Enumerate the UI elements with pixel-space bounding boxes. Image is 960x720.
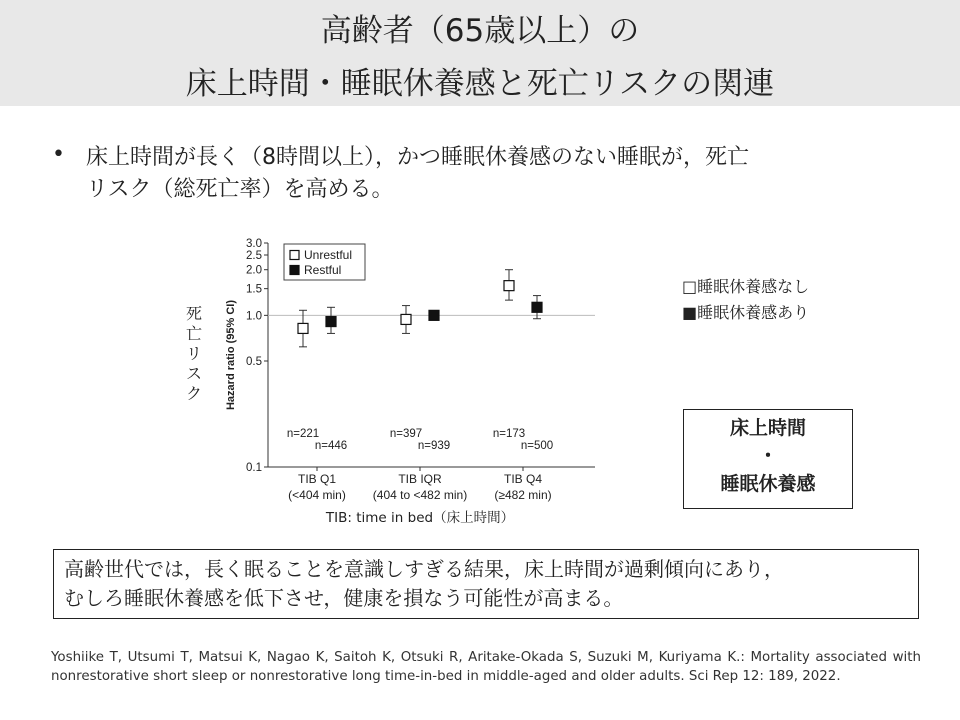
x-category-label: TIB Q4 (503, 472, 543, 486)
legend-label-unrestful: Unrestful (304, 248, 353, 262)
y-tick-label: 2.5 (246, 250, 262, 263)
x-category-label: TIB Q1 (297, 472, 337, 486)
side-label-char: ク (185, 384, 203, 403)
y-tick-label: 1.0 (246, 310, 262, 323)
x-category-label: TIB IQR (398, 472, 442, 486)
side-label-char: ス (185, 364, 203, 383)
side-label-char: 死 (185, 304, 203, 323)
side-label-char: 亡 (185, 324, 203, 343)
y-axis-title: Hazard ratio (95% CI) (225, 299, 237, 411)
data-point-restful (326, 317, 336, 327)
x-category-sublabel: (≥482 min) (494, 488, 552, 502)
side-legend-unrestful: □睡眠休養感なし (682, 277, 810, 296)
x-category-sublabel: (<404 min) (288, 488, 346, 502)
n-label: n=397 (389, 428, 423, 440)
data-point-unrestful (401, 314, 411, 324)
factor-box-line-2: ・ (758, 445, 778, 467)
bullet-marker: • (52, 142, 65, 167)
conclusion-line-1: 高齢世代では，長く眠ることを意識しすぎる結果，床上時間が過剰傾向にあり， (64, 557, 784, 581)
chart-caption: TIB: time in bed（床上時間） (325, 510, 515, 526)
forest-plot-chart (180, 235, 600, 535)
factor-box (683, 409, 853, 509)
legend-label-restful: Restful (304, 263, 342, 277)
legend-marker-restful (290, 266, 299, 275)
n-label: n=939 (417, 440, 451, 452)
n-label: n=221 (286, 428, 320, 440)
n-label: n=446 (314, 440, 348, 452)
y-tick-label: 0.1 (246, 462, 262, 474)
x-category-sublabel: (404 to <482 min) (372, 488, 468, 502)
page-title-line-1: 高齢者（65歳以上）の (320, 13, 640, 49)
y-tick-label: 1.5 (246, 283, 262, 296)
y-tick-label: 2.0 (246, 264, 262, 277)
bullet-text-line-2: リスク（総死亡率）を高める。 (86, 177, 394, 202)
conclusion-box (53, 549, 919, 619)
y-tick-label: 0.5 (246, 356, 262, 369)
n-label: n=500 (520, 440, 554, 452)
factor-box-line-3: 睡眠休養感 (720, 473, 816, 495)
data-point-unrestful (298, 323, 308, 333)
conclusion-line-2: むしろ睡眠休養感を低下させ，健康を損なう可能性が高まる。 (64, 586, 624, 610)
n-label: n=173 (492, 428, 526, 440)
legend-marker-unrestful (290, 251, 299, 260)
title-band (0, 0, 960, 106)
data-point-restful (532, 302, 542, 312)
factor-box-line-1: 床上時間 (729, 417, 806, 439)
bullet-text-line-1: 床上時間が長く（8時間以上），かつ睡眠休養感のない睡眠が，死亡 (86, 145, 749, 170)
side-label-char: リ (185, 344, 203, 363)
data-point-restful (429, 310, 439, 320)
side-legend-restful: ■睡眠休養感あり (682, 303, 810, 322)
y-tick-label: 3.0 (246, 238, 262, 250)
data-point-unrestful (504, 281, 514, 291)
reference-citation: Yoshiike T, Utsumi T, Matsui K, Nagao K, Saitoh K, Otsuki R, Aritake-Okada S, Suzuki M, Kuriyama K.: Mortality associated with nonrestorative short sleep or nonrestorative long time-in-bed in middle-aged and older adults. Sci Rep 12: 189, 2022. (51, 650, 921, 684)
page-title-line-2: 床上時間・睡眠休養感と死亡リスクの関連 (185, 66, 775, 102)
